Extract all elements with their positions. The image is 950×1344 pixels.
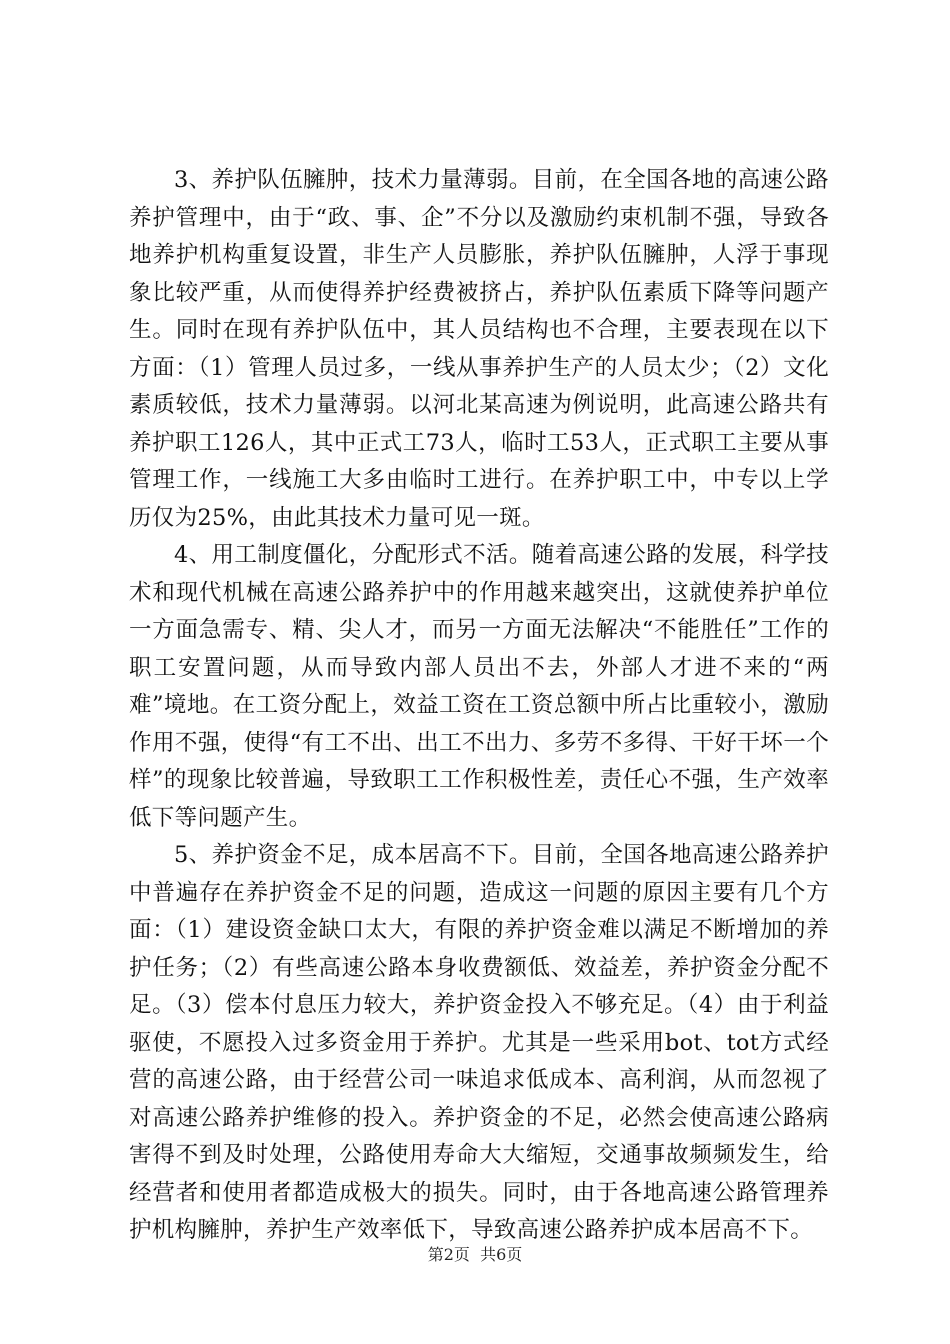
page-footer: [0, 1245, 950, 1265]
paragraph-section-5: 5、养护资金不足，成本居高不下。目前，全国各地高速公路养护中普遍存在养护资金不足的问题，造成这一问题的原因主要有几个方面：（1）建设资金缺口太大，有限的养护资金难以满足不断增加的养护任务；（2）有些高速公路本身收费额低、效益差，养护资金分配不足。（3）偿本付息压力较大，养护资金投入不够充足。（4）由于利益驱使，不愿投入过多资金用于养护。尤其是一些采用bot、tot方式经营的高速公路，由于经营公司一味追求低成本、高利润，从而忽视了对高速公路养护维修的投入。养护资金的不足，必然会使高速公路病害得不到及时处理，公路使用寿命大大缩短，交通事故频频发生，给经营者和使用者都造成极大的损失。同时，由于各地高速公路管理养护机构臃肿，养护生产效率低下，导致高速公路养护成本居高不下。: [129, 842, 829, 1243]
paragraph-section-3: 3、养护队伍臃肿，技术力量薄弱。目前，在全国各地的高速公路养护管理中，由于“政、事、企”不分以及激励约束机制不强，导致各地养护机构重复设置，非生产人员膨胀，养护队伍臃肿，人浮于事现象比较严重，从而使得养护经费被挤占，养护队伍素质下降等问题产生。同时在现有养护队伍中，其人员结构也不合理，主要表现在以下方面：（1）管理人员过多，一线从事养护生产的人员太少；（2）文化素质较低，技术力量薄弱。以河北某高速为例说明，此高速公路共有养护职工126人，其中正式工73人，临时工53人，正式职工主要从事管理工作，一线施工大多由临时工进行。在养护职工中，中专以上学历仅为25%，由此其技术力量可见一斑。: [129, 167, 829, 531]
document-body: [129, 162, 829, 1250]
page-number: 第2页: [427, 1245, 470, 1264]
paragraph-section-4: 4、用工制度僵化，分配形式不活。随着高速公路的发展，科学技术和现代机械在高速公路养护中的作用越来越突出，这就使养护单位一方面急需专、精、尖人才，而另一方面无法解决“不能胜任”工作的职工安置问题，从而导致内部人员出不去，外部人才进不来的“两难”境地。在工资分配上，效益工资在工资总额中所占比重较小，激励作用不强，使得“有工不出、出工不出力、多劳不多得、干好干坏一个样”的现象比较普遍，导致职工工作积极性差，责任心不强，生产效率低下等问题产生。: [129, 542, 829, 831]
page-total: 共6页: [480, 1245, 523, 1264]
